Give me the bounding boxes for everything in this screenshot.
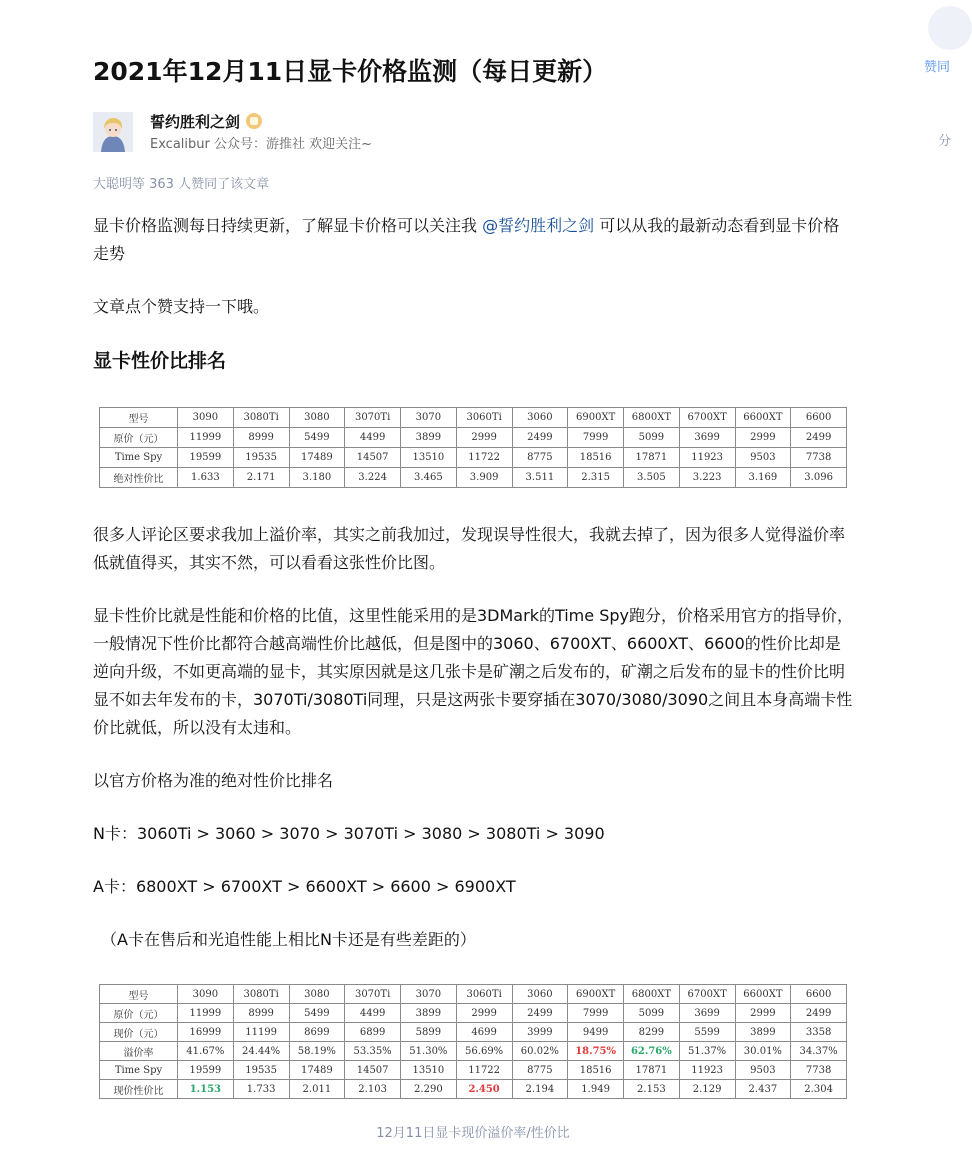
table-cell: 19599 bbox=[178, 1061, 234, 1080]
table-row bbox=[100, 468, 847, 488]
like-button-label[interactable]: 赞同 bbox=[924, 60, 951, 75]
table-cell: 62.76% bbox=[624, 1042, 680, 1061]
table-cell: 19535 bbox=[233, 1061, 289, 1080]
amd-ranking: A卡：6800XT > 6700XT > 6600XT > 6600 > 6900XT bbox=[93, 877, 516, 896]
table-cell: 2.129 bbox=[679, 1080, 735, 1099]
table-cell: 3899 bbox=[401, 428, 457, 448]
table-row-label: 绝对性价比 bbox=[100, 468, 178, 488]
table-cell: 11923 bbox=[679, 1061, 735, 1080]
table-header-cell: 3060 bbox=[512, 408, 568, 428]
table-cell: 11722 bbox=[456, 1061, 512, 1080]
table-cell: 3999 bbox=[512, 1023, 568, 1042]
right-action-bar bbox=[922, 0, 952, 160]
table-cell: 14507 bbox=[345, 1061, 401, 1080]
table-header-row bbox=[100, 985, 847, 1004]
table-row-label: 现价（元） bbox=[100, 1023, 178, 1042]
table-cell: 3.169 bbox=[735, 468, 791, 488]
table-cell: 7738 bbox=[791, 448, 847, 468]
table-header-cell: 3090 bbox=[178, 408, 234, 428]
table-cell: 17489 bbox=[289, 1061, 345, 1080]
verified-badge-icon bbox=[246, 113, 262, 129]
table-header-cell: 6900XT bbox=[568, 408, 624, 428]
table-cell: 3.465 bbox=[401, 468, 457, 488]
ranking-title: 以官方价格为准的绝对性价比排名 bbox=[93, 771, 334, 790]
table-row bbox=[100, 1061, 847, 1080]
table-cell: 1.733 bbox=[233, 1080, 289, 1099]
table-cell: 4499 bbox=[345, 1004, 401, 1023]
table-cell: 8299 bbox=[624, 1023, 680, 1042]
table-header-cell: 3090 bbox=[178, 985, 234, 1004]
table-cell: 16999 bbox=[178, 1023, 234, 1042]
table-row-label: 现价性价比 bbox=[100, 1080, 178, 1099]
table-cell: 2.437 bbox=[735, 1080, 791, 1099]
table-header-cell: 6800XT bbox=[624, 985, 680, 1004]
table-cell: 3899 bbox=[401, 1004, 457, 1023]
table-cell: 2.011 bbox=[289, 1080, 345, 1099]
price-performance-table bbox=[99, 407, 847, 488]
table-cell: 2999 bbox=[735, 1004, 791, 1023]
table-header-cell: 3070Ti bbox=[345, 408, 401, 428]
table-cell: 8699 bbox=[289, 1023, 345, 1042]
table-header-cell: 6700XT bbox=[679, 985, 735, 1004]
like-button-icon[interactable] bbox=[928, 6, 972, 50]
table-cell: 8775 bbox=[512, 1061, 568, 1080]
table-cell: 3699 bbox=[679, 428, 735, 448]
table-header-cell: 3080 bbox=[289, 985, 345, 1004]
table-header-cell: 型号 bbox=[100, 408, 178, 428]
table-cell: 2499 bbox=[791, 428, 847, 448]
table-cell: 7999 bbox=[568, 428, 624, 448]
table-cell: 3.511 bbox=[512, 468, 568, 488]
like-request: 文章点个赞支持一下哦。 bbox=[93, 297, 270, 316]
table-header-row bbox=[100, 408, 847, 428]
table-cell: 1.633 bbox=[178, 468, 234, 488]
comment-paragraph: 很多人评论区要求我加上溢价率，其实之前我加过，发现误导性很大，我就去掉了，因为很多人觉得溢价率低就值得买，其实不然，可以看看这张性价比图。 bbox=[93, 525, 846, 572]
current-price-table bbox=[99, 984, 847, 1099]
table-cell: 1.153 bbox=[178, 1080, 234, 1099]
table-cell: 17871 bbox=[624, 448, 680, 468]
image-caption: 12月11日显卡现价溢价率/性价比 bbox=[376, 1126, 570, 1141]
section-title: 显卡性价比排名 bbox=[93, 350, 227, 372]
table-cell: 11199 bbox=[233, 1023, 289, 1042]
table-header-cell: 6900XT bbox=[568, 985, 624, 1004]
table-cell: 19599 bbox=[178, 448, 234, 468]
table-cell: 3.180 bbox=[289, 468, 345, 488]
table-cell: 56.69% bbox=[456, 1042, 512, 1061]
table-header-cell: 3080Ti bbox=[233, 985, 289, 1004]
table-header-cell: 3080 bbox=[289, 408, 345, 428]
table-cell: 8775 bbox=[512, 448, 568, 468]
table-cell: 3.223 bbox=[679, 468, 735, 488]
table-header-cell: 6700XT bbox=[679, 408, 735, 428]
table-cell: 7738 bbox=[791, 1061, 847, 1080]
table-cell: 8999 bbox=[233, 428, 289, 448]
table-header-cell: 6800XT bbox=[624, 408, 680, 428]
table-cell: 41.67% bbox=[178, 1042, 234, 1061]
table-cell: 5499 bbox=[289, 428, 345, 448]
table-header-cell: 3060Ti bbox=[456, 985, 512, 1004]
table-cell: 17489 bbox=[289, 448, 345, 468]
table-cell: 3.909 bbox=[456, 468, 512, 488]
table-cell: 51.37% bbox=[679, 1042, 735, 1061]
table-header-cell: 3070 bbox=[401, 408, 457, 428]
nvidia-ranking: N卡：3060Ti > 3060 > 3070 > 3070Ti > 3080 > 3080Ti > 3090 bbox=[93, 824, 605, 843]
avatar-icon bbox=[93, 112, 133, 152]
author-name-text[interactable]: 誓约胜利之剑 bbox=[150, 113, 241, 131]
table-cell: 2999 bbox=[456, 428, 512, 448]
table-cell: 18.75% bbox=[568, 1042, 624, 1061]
table-cell: 11923 bbox=[679, 448, 735, 468]
table-cell: 9503 bbox=[735, 448, 791, 468]
table-cell: 8999 bbox=[233, 1004, 289, 1023]
table-cell: 3.096 bbox=[791, 468, 847, 488]
author-name[interactable] bbox=[150, 110, 262, 134]
table-cell: 13510 bbox=[401, 448, 457, 468]
table-cell: 11999 bbox=[178, 428, 234, 448]
table-cell: 18516 bbox=[568, 1061, 624, 1080]
share-button-label[interactable]: 分 bbox=[938, 134, 952, 149]
table-header-cell: 6600 bbox=[791, 985, 847, 1004]
table-header-cell: 6600 bbox=[791, 408, 847, 428]
author-mention-link[interactable]: @誓约胜利之剑 bbox=[482, 216, 595, 235]
table-header-cell: 6600XT bbox=[735, 408, 791, 428]
intro-text-before: 显卡价格监测每日持续更新，了解显卡价格可以关注我 bbox=[93, 216, 483, 235]
table-row-label: 原价（元） bbox=[100, 1004, 178, 1023]
table-cell: 2.194 bbox=[512, 1080, 568, 1099]
table-cell: 4699 bbox=[456, 1023, 512, 1042]
table-row bbox=[100, 448, 847, 468]
table-cell: 60.02% bbox=[512, 1042, 568, 1061]
table-cell: 9499 bbox=[568, 1023, 624, 1042]
table-header-cell: 型号 bbox=[100, 985, 178, 1004]
table-cell: 2.171 bbox=[233, 468, 289, 488]
table-cell: 19535 bbox=[233, 448, 289, 468]
table-row-label: 原价（元） bbox=[100, 428, 178, 448]
article-title: 2021年12月11日显卡价格监测（每日更新） bbox=[93, 57, 608, 86]
table-cell: 3.224 bbox=[345, 468, 401, 488]
table-cell: 2.290 bbox=[401, 1080, 457, 1099]
author-bio: Excalibur 公众号：游推社 欢迎关注~ bbox=[150, 137, 373, 152]
table-cell: 2.315 bbox=[568, 468, 624, 488]
table-cell: 51.30% bbox=[401, 1042, 457, 1061]
table-row-label: Time Spy bbox=[100, 448, 178, 468]
table-cell: 14507 bbox=[345, 448, 401, 468]
table-header-cell: 3070Ti bbox=[345, 985, 401, 1004]
table-cell: 17871 bbox=[624, 1061, 680, 1080]
voters-line[interactable]: 大聪明等 363 人赞同了该文章 bbox=[93, 177, 270, 192]
table-cell: 6899 bbox=[345, 1023, 401, 1042]
table-row bbox=[100, 1023, 847, 1042]
table-row bbox=[100, 1080, 847, 1099]
author-block bbox=[93, 110, 853, 158]
table-cell: 53.35% bbox=[345, 1042, 401, 1061]
table-row-label: Time Spy bbox=[100, 1061, 178, 1080]
table-cell: 2999 bbox=[735, 428, 791, 448]
table-row bbox=[100, 1004, 847, 1023]
table-cell: 3699 bbox=[679, 1004, 735, 1023]
table-header-cell: 6600XT bbox=[735, 985, 791, 1004]
table-cell: 30.01% bbox=[735, 1042, 791, 1061]
intro-text-after: 可以从我的最新动态看到显卡价格走势 bbox=[93, 216, 840, 263]
table-cell: 2.153 bbox=[624, 1080, 680, 1099]
table-cell: 58.19% bbox=[289, 1042, 345, 1061]
table-row-label: 溢价率 bbox=[100, 1042, 178, 1061]
table-row bbox=[100, 1042, 847, 1061]
table-header-cell: 3060Ti bbox=[456, 408, 512, 428]
table-header-cell: 3080Ti bbox=[233, 408, 289, 428]
table-cell: 4499 bbox=[345, 428, 401, 448]
table-cell: 2.450 bbox=[456, 1080, 512, 1099]
table-cell: 24.44% bbox=[233, 1042, 289, 1061]
table-cell: 2499 bbox=[512, 428, 568, 448]
table-header-cell: 3070 bbox=[401, 985, 457, 1004]
table-cell: 5899 bbox=[401, 1023, 457, 1042]
table-cell: 9503 bbox=[735, 1061, 791, 1080]
table-cell: 3.505 bbox=[624, 468, 680, 488]
intro-paragraph bbox=[93, 212, 853, 268]
table-cell: 2.304 bbox=[791, 1080, 847, 1099]
table-cell: 5499 bbox=[289, 1004, 345, 1023]
table-cell: 1.949 bbox=[568, 1080, 624, 1099]
table-cell: 5599 bbox=[679, 1023, 735, 1042]
table-header-cell: 3060 bbox=[512, 985, 568, 1004]
table-cell: 11999 bbox=[178, 1004, 234, 1023]
amd-note: （A卡在售后和光追性能上相比N卡还是有些差距的） bbox=[101, 930, 476, 949]
avatar[interactable] bbox=[93, 112, 133, 152]
table-cell: 7999 bbox=[568, 1004, 624, 1023]
table-cell: 2.103 bbox=[345, 1080, 401, 1099]
table-cell: 3899 bbox=[735, 1023, 791, 1042]
table-cell: 18516 bbox=[568, 448, 624, 468]
table-cell: 13510 bbox=[401, 1061, 457, 1080]
table-cell: 3358 bbox=[791, 1023, 847, 1042]
table-cell: 2499 bbox=[791, 1004, 847, 1023]
table-row bbox=[100, 428, 847, 448]
table-cell: 11722 bbox=[456, 448, 512, 468]
explain-paragraph: 显卡性价比就是性能和价格的比值，这里性能采用的是3DMark的Time Spy跑分，价格采用官方的指导价，一般情况下性价比都符合越高端性价比越低，但是图中的3060、6700XT、6600XT、6600的性价比却是逆向升级，不如更高端的显卡，其实原因就是这几张卡是矿潮之后发布的，矿潮之后发布的显卡的性价比明显不如去年发布的卡，3070Ti/3080Ti同理，只是这两张卡要穿插在3070/3080/3090之间且本身高端卡性价比就低，所以没有太违和。 bbox=[93, 606, 853, 737]
table-cell: 5099 bbox=[624, 1004, 680, 1023]
table-cell: 34.37% bbox=[791, 1042, 847, 1061]
table-cell: 5099 bbox=[624, 428, 680, 448]
table-cell: 2999 bbox=[456, 1004, 512, 1023]
table-cell: 2499 bbox=[512, 1004, 568, 1023]
